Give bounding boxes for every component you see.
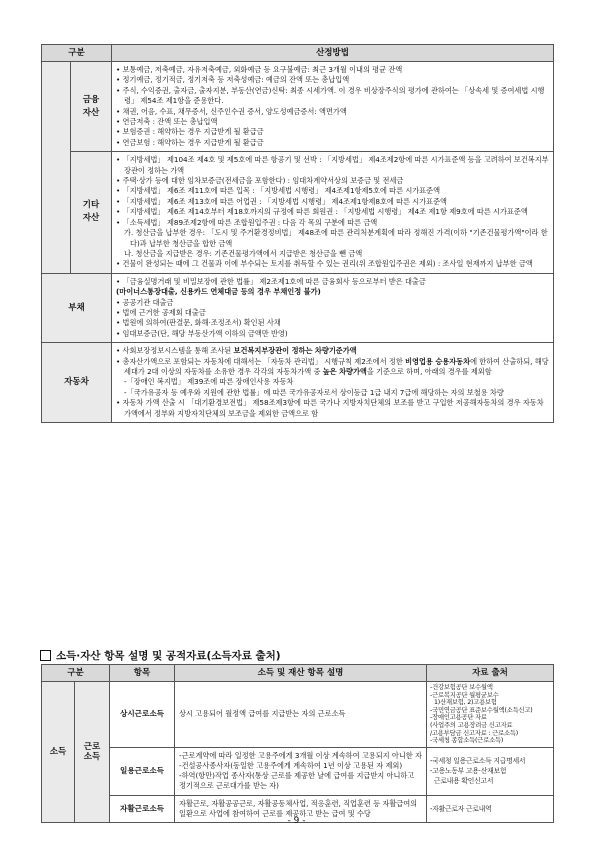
source-daily xyxy=(427,747,554,795)
car-item2-bold: 높은 차량가액 xyxy=(322,366,367,376)
source-line: -국민연금공단 표준보수월액(소득신고) xyxy=(430,706,533,714)
other-methods xyxy=(112,152,554,273)
source-line: /고용부담금 신고자료 : 근로소득) xyxy=(430,729,518,737)
list-item: • 주택·상가 등에 대한 임차보증금(전세금을 포함한다) : 임대차계약서상의 보증금 및 전세금 xyxy=(116,176,549,186)
category-financial: 금융 자산 xyxy=(71,62,112,152)
table-row xyxy=(42,682,554,748)
section-title-text: 소득·자산 항목 설명 및 공적자료(소득자료 출처) xyxy=(56,650,281,662)
desc-regular: 상시 고용되어 월정액 급여를 지급받는 자의 근로소득 xyxy=(175,682,427,748)
list-item: • 자동차 가액 산출 시 「대기환경보전법」 제58조제3항에 따른 국가나 지방자치단체의 보조를 받고 구입한 저공해자동차의 경우 자동차가액에서 정부와 지방자치단체의 보조금을 제외한 금액으로 함 xyxy=(116,398,549,419)
source-line: -근로복지공단 월평균보수 xyxy=(430,691,499,699)
category-income: 소득 xyxy=(42,682,75,823)
list-item: • 채권, 어음, 수표, 채무증서, 신주인수권 증서, 양도성예금증서: 액면가액 xyxy=(116,107,549,117)
row-financial-assets xyxy=(42,62,554,152)
sub-item: 나. 청산금을 지급받은 경우: 기존건물평가액에서 지급받은 청산금을 뺀 금액 xyxy=(124,248,363,258)
car-item1-text: 사회보장정보시스템을 통해 조사된 xyxy=(122,346,234,356)
financial-methods xyxy=(112,62,554,152)
car-methods xyxy=(112,343,554,423)
list-item: • 보험증권 : 해약하는 경우 지급받게 될 환급금 xyxy=(116,127,549,137)
list-item: • 정기예금, 정기적금, 정기저축 등 저축성예금: 예금의 잔액 또는 총납입액 xyxy=(116,75,549,85)
list-item: • 보통예금, 저축예금, 자유저축예금, 외화예금 등 요구불예금: 최근 3개월 이내의 평균 잔액 xyxy=(116,65,549,75)
source-line: -건강보험공단 보수월액 xyxy=(430,684,493,691)
category-car: 자동차 xyxy=(42,343,112,423)
income-source-table xyxy=(41,664,554,823)
debt-methods xyxy=(112,273,554,342)
asset-calculation-table xyxy=(41,44,554,423)
list-item: • 「지방세법」 제6조 제13호에 따른 어업권 : 「지방세법 시행령」 제4조제1항제8호에 따른 시가표준액 xyxy=(116,197,549,207)
section-title xyxy=(40,648,281,663)
desc-selfsupport: 자활근로, 자활공공근로, 자활공동체사업, 적응훈련, 직업훈련 등 자활급여의 일환으로 사업에 참여하여 근로를 제공하고 받는 급여 및 수당 xyxy=(175,795,427,822)
desc-line: -하역(항만)작업 종사자(통상 근로를 제공한 날에 급여를 지급받지 아니하고 정기적으로 근로대가를 받는 자) xyxy=(179,771,415,791)
desc-line: -근로계약에 따라 일정한 고용주에게 3개월 이상 계속하여 고용되지 아니한 자 xyxy=(179,750,422,760)
header-source: 자료 출처 xyxy=(427,665,554,682)
table-row xyxy=(42,747,554,795)
source-line: -자활근로자 근로내역 xyxy=(430,804,492,813)
exclusion-item: -「장애인 복지법」 제39조에 따른 장애인사용 자동차 xyxy=(124,377,294,387)
car-item2-text: 에 한하여 산출하되, 해당 세대가 2대 이상의 자동차를 소유한 경우 각각의 자동차가액 중 xyxy=(124,356,549,376)
list-item: • 연금저축 : 잔액 또는 총납입액 xyxy=(116,117,549,127)
list-item xyxy=(116,357,549,378)
list-item xyxy=(116,346,549,356)
car-item2-text: 을 기준으로 하며, 아래의 경우를 제외함 xyxy=(366,366,492,376)
list-item: • 「소득세법」 제89조제2항에 따른 조합원입주권 : 다음 각 목의 구분에 따른 금액 xyxy=(116,218,549,228)
list-item: • 공공기관 대출금 xyxy=(116,298,549,308)
sub-item: 가. 청산금을 납부한 경우: 「도시 및 주거환경정비법」 제48조에 따른 관리처분계획에 따라 정해진 가격(이하 "기존건물평가액"이라 한다)과 납부한 청산금을 합한 금액 xyxy=(124,228,548,248)
desc-line: -건설공사종사자(동일한 고용주에게 계속하여 1년 이상 고용된 자 제외) xyxy=(179,760,403,770)
source-line: (사업주의 고용장려금 신고자료 xyxy=(430,721,513,729)
checkbox-square-icon xyxy=(40,650,51,661)
header-description: 소득 및 재산 항목 설명 xyxy=(175,665,427,682)
source-line: 근로내용 확인신고서 xyxy=(434,777,494,786)
category-other: 기타 자산 xyxy=(71,152,112,273)
row-debt xyxy=(42,273,554,342)
item-regular: 상시근로소득 xyxy=(110,682,175,748)
debt-note: (마이너스통장대출, 신용카드 연체대금 등의 경우 부채인정 불가) xyxy=(116,287,321,297)
header-category: 구분 xyxy=(42,665,110,682)
item-selfsupport: 자활근로소득 xyxy=(110,795,175,822)
header-method: 산정방법 xyxy=(112,45,554,62)
list-item: • 법원에 의하여(판결문, 화해·조정조서) 확인된 사채 xyxy=(116,318,549,328)
category-debt: 부채 xyxy=(42,273,112,342)
source-line: -고용노동부 고용·산재보험 xyxy=(430,767,507,776)
list-item: • 건물이 완성되는 때에 그 건물과 이에 부수되는 토지를 취득할 수 있는 권리(위 조합원입주권은 제외) : 조사일 현재까지 납부한 금액 xyxy=(116,259,549,269)
page-number: - 9 - xyxy=(287,816,306,826)
source-line: -국세청 종합소득(근로소득) xyxy=(430,737,504,745)
list-item: • 법에 근거한 공제회 대출금 xyxy=(116,308,549,318)
list-item: • 「금융실명거래 및 비밀보장에 관한 법률」 제2조제1호에 따른 금융회사 등으로부터 받은 대출금 xyxy=(116,277,549,287)
item-daily: 일용근로소득 xyxy=(110,747,175,795)
assets-group-cell xyxy=(42,62,71,274)
list-item: • 주식, 수익증권, 출자금, 출자지분, 부동산(연금)신탁: 최종 시세가액. 이 경우 비상장주식의 평가에 관하여는 「상속세 및 증여세법 시행령」 제54조 제1항을 준용한다. xyxy=(116,86,549,107)
list-item: • 임대보증금(단, 해당 부동산가액 이하의 금액만 반영) xyxy=(116,329,549,339)
car-item2-text: 총자산가액으로 포함되는 자동차에 대해서는 「자동차 관리법」 시행규칙 제2조에서 정한 xyxy=(122,356,406,366)
source-line: -국세청 일용근로소득 지급명세서 xyxy=(430,757,526,766)
source-line: 1)산재보험, 2)고용보험 xyxy=(434,699,497,707)
header-category: 구분 xyxy=(42,45,112,62)
list-item: • 연금보험 : 해약하는 경우 지급받게 될 환급금 xyxy=(116,138,549,148)
row-car xyxy=(42,343,554,423)
list-item: • 「지방세법」 제6조 제11호에 따른 입목 : 「지방세법 시행령」 제4조제1항제5호에 따른 시가표준액 xyxy=(116,186,549,196)
category-earned-income: 근로 소득 xyxy=(75,682,110,823)
exclusion-item: -「국가유공자 등 예우와 지원에 관한 법률」에 따른 국가유공자로서 상이등급 1급 내지 7급에 해당하는 자의 보철용 차량 xyxy=(124,387,504,397)
source-line: -장애인고용공단 자료 xyxy=(430,714,487,722)
car-item1-bold: 보건복지부장관이 정하는 차량기준가액 xyxy=(233,346,357,356)
desc-daily xyxy=(175,747,427,795)
row-other-assets xyxy=(42,152,554,273)
table-header-row xyxy=(42,45,554,62)
header-item: 항목 xyxy=(110,665,175,682)
list-item: • 「지방세법」 제104조 제4호 및 제5호에 따른 항공기 및 선박 : 「지방세법」 제4조제2항에 따른 시가표준액 등을 고려하여 보건복지부장관이 정하는 가액 xyxy=(116,155,549,176)
source-regular xyxy=(427,682,554,748)
list-item: • 「지방세법」 제6조 제14호부터 제18호까지의 규정에 따른 회원권 : 「지방세법 시행령」 제4조 제1항 제9호에 따른 시가표준액 xyxy=(116,207,549,217)
table-header-row xyxy=(42,665,554,682)
car-item2-bold: 비영업용 승용자동차 xyxy=(405,356,471,366)
